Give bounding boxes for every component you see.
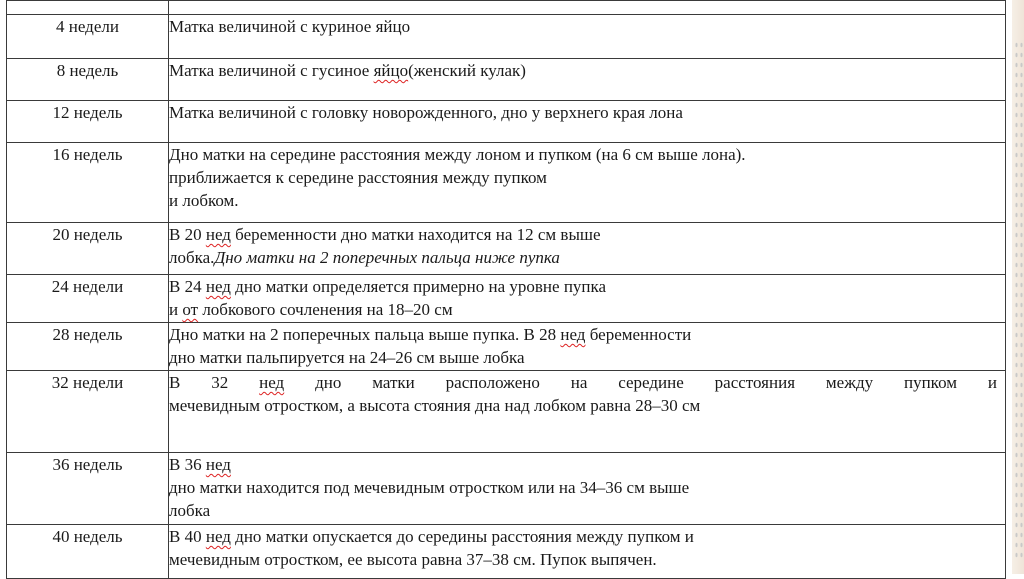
description-line xyxy=(169,298,1005,321)
spellcheck-word: нед xyxy=(560,325,586,344)
term-cell: 8 недель xyxy=(7,59,169,101)
description-text: Матка величиной с куриное яйцо xyxy=(169,17,411,36)
description-text: Дно матки на середине расстояния между лоном и пупком (на 6 см выше лона). xyxy=(169,145,746,164)
description-line xyxy=(169,323,1005,346)
description-text: мечевидным отростком, а высота стояния дна над лобком равна 28–30 см xyxy=(169,396,701,415)
table-row xyxy=(7,101,1006,143)
description-cell xyxy=(169,525,1006,579)
description-line xyxy=(169,246,1005,269)
term-cell: 12 недель xyxy=(7,101,169,143)
description-text: лобка xyxy=(169,501,211,520)
description-text: В 24 xyxy=(169,277,206,296)
description-text: дно матки определяется примерно на уровне пупка xyxy=(230,277,607,296)
term-cell: 4 недели xyxy=(7,15,169,59)
description-line xyxy=(169,499,1005,522)
description-cell xyxy=(169,275,1006,323)
term-cell: 20 недель xyxy=(7,223,169,275)
description-text: В 32 xyxy=(169,373,260,392)
table-header-cell xyxy=(7,1,169,15)
term-cell: 40 недель xyxy=(7,525,169,579)
description-text: беременности xyxy=(585,325,692,344)
term-cell: 16 недель xyxy=(7,143,169,223)
description-line xyxy=(169,143,1005,166)
page-edge-dots xyxy=(1014,40,1024,560)
spellcheck-word: от xyxy=(182,300,199,319)
description-text: Дно матки на 2 поперечных пальца выше пупка. В 28 xyxy=(169,325,561,344)
description-line xyxy=(169,453,1005,476)
description-line xyxy=(169,371,1005,394)
description-line xyxy=(169,394,1005,417)
spellcheck-word: нед xyxy=(205,455,231,474)
description-cell xyxy=(169,101,1006,143)
description-cell xyxy=(169,223,1006,275)
description-line xyxy=(169,525,1005,548)
description-text: (женский кулак) xyxy=(408,61,526,80)
pregnancy-uterus-table xyxy=(6,0,1006,579)
description-text: приближается к середине расстояния между пупком xyxy=(169,168,547,187)
description-line xyxy=(169,275,1005,298)
description-line xyxy=(169,59,1005,82)
table-row xyxy=(7,371,1006,453)
table-row xyxy=(7,275,1006,323)
table-row xyxy=(7,223,1006,275)
table-row xyxy=(7,525,1006,579)
description-line xyxy=(169,101,1005,124)
table-row xyxy=(7,323,1006,371)
term-cell: 32 недели xyxy=(7,371,169,453)
description-cell xyxy=(169,59,1006,101)
description-cell xyxy=(169,371,1006,453)
description-text: В 20 xyxy=(169,225,206,244)
description-text: беременности дно матки находится на 12 см выше xyxy=(230,225,601,244)
description-text: Матка величиной с гусиное xyxy=(169,61,374,80)
table-row xyxy=(7,453,1006,525)
description-text: лобка. xyxy=(169,248,215,267)
description-text: Матка величиной с головку новорожденного, дно у верхнего края лона xyxy=(169,103,683,122)
term-cell: 24 недели xyxy=(7,275,169,323)
table-row xyxy=(7,143,1006,223)
description-cell xyxy=(169,143,1006,223)
term-cell: 36 недель xyxy=(7,453,169,525)
table-header-row xyxy=(7,1,1006,15)
description-cell xyxy=(169,323,1006,371)
description-text: дно матки находится под мечевидным отростком или на 34–36 см выше xyxy=(169,478,690,497)
description-text: и xyxy=(169,300,183,319)
table-header-cell xyxy=(169,1,1006,15)
description-text: и лобком. xyxy=(169,191,239,210)
description-text: дно матки опускается до середины расстояния между пупком и xyxy=(230,527,694,546)
spellcheck-word: нед xyxy=(205,225,231,244)
description-line xyxy=(169,189,1005,212)
description-line xyxy=(169,476,1005,499)
description-line xyxy=(169,223,1005,246)
description-line xyxy=(169,346,1005,369)
description-text: Дно матки на 2 поперечных пальца ниже пупка xyxy=(214,248,560,267)
description-cell xyxy=(169,453,1006,525)
description-text: дно матки расположено на середине расстояния между пупком и xyxy=(284,373,998,392)
table-row xyxy=(7,15,1006,59)
description-text: В 40 xyxy=(169,527,206,546)
spellcheck-word: нед xyxy=(259,373,285,392)
description-line xyxy=(169,15,1005,38)
table-row xyxy=(7,59,1006,101)
spellcheck-word: яйцо xyxy=(373,61,409,80)
spellcheck-word: нед xyxy=(205,527,231,546)
description-text: В 36 xyxy=(169,455,206,474)
description-text: дно матки пальпируется на 24–26 см выше лобка xyxy=(169,348,525,367)
description-line xyxy=(169,166,1005,189)
term-cell: 28 недель xyxy=(7,323,169,371)
description-line xyxy=(169,548,1005,571)
description-text: лобкового сочленения на 18–20 см xyxy=(198,300,453,319)
description-cell xyxy=(169,15,1006,59)
spellcheck-word: нед xyxy=(205,277,231,296)
description-text: мечевидным отростком, ее высота равна 37–38 см. Пупок выпячен. xyxy=(169,550,657,569)
